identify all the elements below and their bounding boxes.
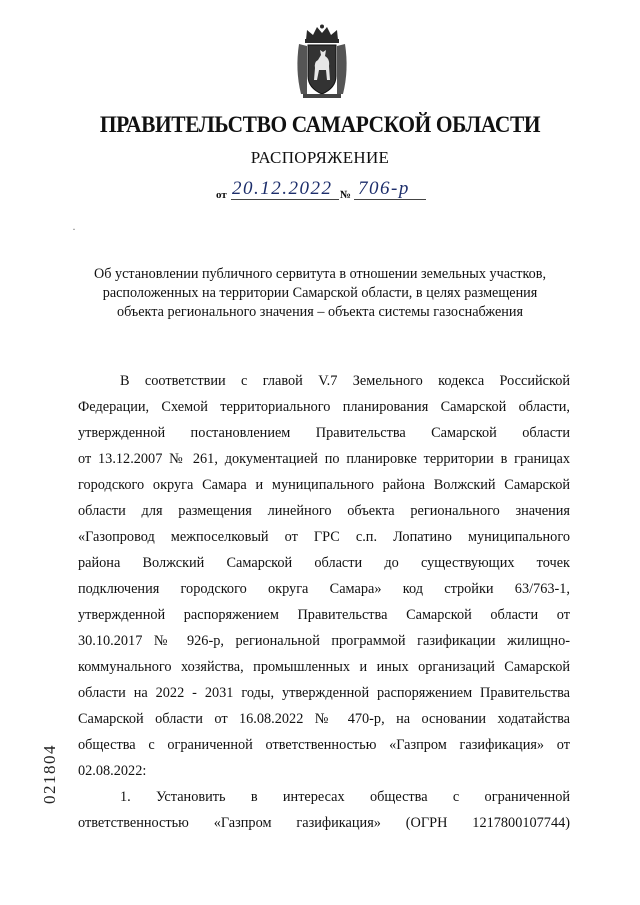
- body-line: утвержденной распоряжением Правительства Самарской области от: [78, 607, 570, 623]
- document-body: [78, 368, 570, 836]
- body-line: Самарской области от 16.08.2022 № 470-р, на основании ходатайства: [78, 711, 570, 727]
- number-prefix: №: [340, 189, 352, 201]
- side-registration-number: 021804: [40, 744, 59, 804]
- samara-coat-of-arms-icon: [293, 24, 351, 100]
- body-line: «Газопровод межпоселковый от ГРС с.п. Лопатино муниципального: [78, 529, 570, 545]
- body-line: 02.08.2022:: [78, 763, 147, 779]
- body-line: подключения городского округа Самара» код стройки 63/763-1,: [78, 581, 570, 597]
- subject-line: расположенных на территории Самарской области, в целях размещения: [102, 285, 538, 301]
- body-line: области для размещения линейного объекта регионального значения: [78, 503, 570, 519]
- corner-mark: ·: [72, 222, 76, 236]
- body-line: Федерации, Схемой территориального планирования Самарской области,: [78, 399, 570, 415]
- number-underline: [354, 199, 426, 200]
- body-line: общества с ограниченной ответственностью «Газпром газификация» от: [78, 737, 570, 753]
- document-subject: [70, 265, 570, 322]
- subject-line: объекта регионального значения – объекта системы газоснабжения: [116, 304, 524, 320]
- body-line: ответственностью «Газпром газификация» (ОГРН 1217800107744): [78, 815, 570, 831]
- body-line: коммунального хозяйства, промышленных и иных организаций Самарской: [78, 659, 570, 675]
- date-value: 20.12.2022: [232, 178, 333, 199]
- document-type: РАСПОРЯЖЕНИЕ: [250, 148, 390, 167]
- body-line: области на 2022 - 2031 годы, утвержденной распоряжением Правительства: [78, 685, 570, 701]
- body-line: 1. Установить в интересах общества с ограниченной: [120, 789, 570, 805]
- body-line: утвержденной постановлением Правительства Самарской области: [78, 425, 570, 441]
- organization-title: ПРАВИТЕЛЬСТВО САМАРСКОЙ ОБЛАСТИ: [99, 112, 541, 137]
- body-line: района Волжский Самарской области до существующих точек: [78, 555, 570, 571]
- date-underline: [231, 199, 339, 200]
- body-line: В соответствии с главой V.7 Земельного кодекса Российской: [120, 373, 570, 389]
- date-number-line: [216, 180, 446, 204]
- body-line: 30.10.2017 № 926-р, региональной программой газификации жилищно-: [78, 633, 570, 649]
- body-line: от 13.12.2007 № 261, документацией по планировке территории в границах: [78, 451, 570, 467]
- number-value: 706-р: [358, 178, 410, 199]
- body-line: городского округа Самара и муниципального района Волжский Самарской: [78, 477, 570, 493]
- subject-line: Об установлении публичного сервитута в отношении земельных участков,: [93, 266, 547, 282]
- date-prefix: от: [216, 189, 227, 201]
